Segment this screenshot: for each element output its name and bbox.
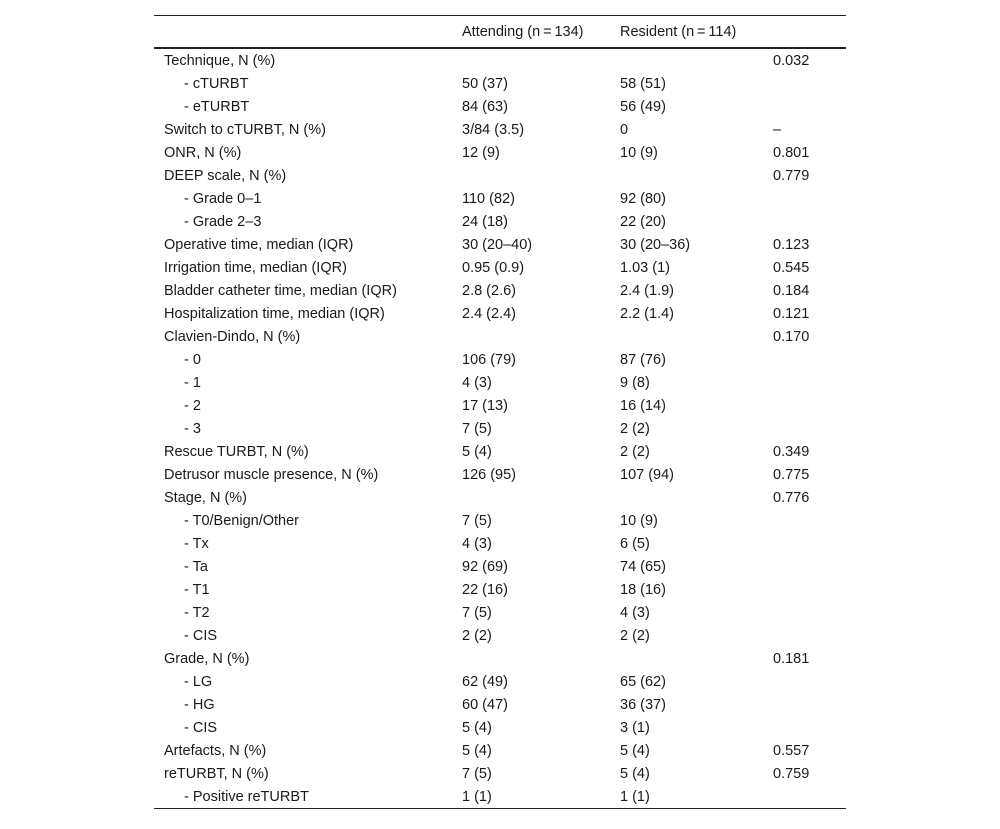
cell-p-value: – (773, 121, 782, 138)
cell-variable: - CIS (184, 719, 218, 736)
cell-p-value (773, 72, 846, 95)
cell-p-value (773, 371, 846, 394)
cell-attending: 106 (79) (462, 351, 517, 368)
cell-p-value (773, 417, 846, 440)
cell-p-value (773, 624, 846, 647)
cell-attending: 60 (47) (462, 696, 508, 713)
cell-variable: Hospitalization time, median (IQR) (164, 305, 385, 322)
cell-p-value (773, 210, 846, 233)
header-row (154, 16, 846, 49)
table-row (154, 164, 846, 187)
cell-resident: 5 (4) (620, 742, 650, 759)
cell-resident: 2 (2) (620, 443, 650, 460)
cell-p-value (773, 716, 846, 739)
cell-resident: 10 (9) (620, 512, 658, 529)
cell-attending: 84 (63) (462, 98, 508, 115)
cell-variable: - CIS (184, 627, 218, 644)
table-row (154, 233, 846, 256)
cell-variable: - cTURBT (184, 75, 249, 92)
cell-attending: 2.8 (2.6) (462, 282, 516, 299)
cell-resident: 74 (65) (620, 558, 666, 575)
cell-attending: 4 (3) (462, 374, 492, 391)
cell-variable: - T0/Benign/Other (184, 512, 299, 529)
cell-resident: 65 (62) (620, 673, 666, 690)
cell-variable: - Grade 2–3 (184, 213, 262, 230)
cell-variable: Rescue TURBT, N (%) (164, 443, 309, 460)
cell-p-value: 0.801 (773, 144, 810, 161)
cell-resident: 107 (94) (620, 466, 675, 483)
cell-resident: 9 (8) (620, 374, 650, 391)
cell-variable: - 3 (184, 420, 201, 437)
table-row (154, 187, 846, 210)
cell-p-value: 0.779 (773, 167, 810, 184)
table-row (154, 601, 846, 624)
cell-attending: 17 (13) (462, 397, 508, 414)
table-header (154, 16, 846, 49)
table-row (154, 325, 846, 348)
cell-p-value: 0.775 (773, 466, 810, 483)
cell-resident: 1 (1) (620, 788, 650, 805)
cell-variable: - T2 (184, 604, 210, 621)
cell-p-value: 0.184 (773, 282, 810, 299)
cell-resident (620, 164, 773, 187)
cell-p-value: 0.121 (773, 305, 810, 322)
cell-p-value (773, 95, 846, 118)
cell-resident: 58 (51) (620, 75, 666, 92)
cell-attending: 126 (95) (462, 466, 517, 483)
cell-p-value: 0.759 (773, 765, 810, 782)
cell-attending: 2.4 (2.4) (462, 305, 516, 322)
table-row (154, 463, 846, 486)
cell-attending: 30 (20–40) (462, 236, 533, 253)
cell-variable: - T1 (184, 581, 210, 598)
table-row (154, 95, 846, 118)
table-row (154, 72, 846, 95)
header-resident: Resident (n = 114) (620, 23, 737, 40)
cell-resident (620, 325, 773, 348)
cell-resident: 87 (76) (620, 351, 666, 368)
cell-variable: - HG (184, 696, 215, 713)
cell-attending: 4 (3) (462, 535, 492, 552)
cell-resident: 6 (5) (620, 535, 650, 552)
cell-resident: 36 (37) (620, 696, 666, 713)
table-row (154, 647, 846, 670)
table-row (154, 624, 846, 647)
cell-variable: reTURBT, N (%) (164, 765, 269, 782)
header-attending: Attending (n = 134) (462, 23, 584, 40)
table-row (154, 48, 846, 72)
results-table-container (154, 15, 846, 809)
cell-attending: 5 (4) (462, 443, 492, 460)
cell-attending: 5 (4) (462, 719, 492, 736)
cell-variable: - 2 (184, 397, 201, 414)
cell-variable: - eTURBT (184, 98, 250, 115)
table-row (154, 555, 846, 578)
cell-attending (462, 486, 620, 509)
cell-resident: 22 (20) (620, 213, 666, 230)
cell-resident (620, 486, 773, 509)
cell-p-value: 0.545 (773, 259, 810, 276)
table-row (154, 141, 846, 164)
cell-attending: 1 (1) (462, 788, 492, 805)
cell-p-value: 0.032 (773, 52, 810, 69)
cell-p-value (773, 785, 846, 809)
cell-attending: 7 (5) (462, 420, 492, 437)
cell-p-value (773, 348, 846, 371)
header-variable (154, 16, 462, 49)
cell-attending (462, 325, 620, 348)
cell-attending: 22 (16) (462, 581, 508, 598)
cell-p-value (773, 555, 846, 578)
cell-resident: 0 (620, 121, 629, 138)
table-body (154, 48, 846, 809)
cell-p-value (773, 670, 846, 693)
cell-variable: Grade, N (%) (164, 650, 250, 667)
table-row (154, 348, 846, 371)
cell-variable: - Tx (184, 535, 209, 552)
table-row (154, 118, 846, 141)
table-row (154, 256, 846, 279)
table-row (154, 210, 846, 233)
table-row (154, 578, 846, 601)
table-row (154, 762, 846, 785)
table-row (154, 302, 846, 325)
cell-variable: - Grade 0–1 (184, 190, 262, 207)
cell-resident: 2 (2) (620, 420, 650, 437)
cell-p-value (773, 693, 846, 716)
cell-p-value: 0.123 (773, 236, 810, 253)
cell-attending: 7 (5) (462, 512, 492, 529)
table-row (154, 371, 846, 394)
cell-p-value (773, 509, 846, 532)
cell-attending: 0.95 (0.9) (462, 259, 525, 276)
cell-variable: - 0 (184, 351, 201, 368)
cell-variable: Operative time, median (IQR) (164, 236, 354, 253)
cell-attending: 3/84 (3.5) (462, 121, 525, 138)
table-row (154, 486, 846, 509)
cell-variable: Detrusor muscle presence, N (%) (164, 466, 379, 483)
cell-variable: - 1 (184, 374, 201, 391)
cell-resident: 10 (9) (620, 144, 658, 161)
cell-resident: 30 (20–36) (620, 236, 691, 253)
cell-attending: 12 (9) (462, 144, 500, 161)
cell-attending: 110 (82) (462, 190, 515, 207)
cell-resident: 2.2 (1.4) (620, 305, 674, 322)
cell-variable: Artefacts, N (%) (164, 742, 267, 759)
cell-resident: 1.03 (1) (620, 259, 670, 276)
cell-variable: - Ta (184, 558, 208, 575)
cell-p-value (773, 187, 846, 210)
cell-attending: 62 (49) (462, 673, 508, 690)
cell-variable: Irrigation time, median (IQR) (164, 259, 347, 276)
table-row (154, 739, 846, 762)
table-row (154, 785, 846, 809)
cell-resident: 4 (3) (620, 604, 650, 621)
cell-variable: - LG (184, 673, 213, 690)
cell-p-value (773, 601, 846, 624)
cell-p-value (773, 532, 846, 555)
cell-variable: ONR, N (%) (164, 144, 242, 161)
cell-p-value: 0.557 (773, 742, 810, 759)
cell-p-value: 0.349 (773, 443, 810, 460)
cell-attending: 5 (4) (462, 742, 492, 759)
cell-resident: 16 (14) (620, 397, 666, 414)
cell-p-value: 0.776 (773, 489, 810, 506)
table-row (154, 670, 846, 693)
cell-variable: Stage, N (%) (164, 489, 247, 506)
table-row (154, 716, 846, 739)
table-row (154, 532, 846, 555)
cell-resident: 18 (16) (620, 581, 666, 598)
cell-resident: 2.4 (1.9) (620, 282, 674, 299)
table-row (154, 693, 846, 716)
cell-variable: Clavien-Dindo, N (%) (164, 328, 301, 345)
cell-attending: 92 (69) (462, 558, 508, 575)
cell-attending (462, 647, 620, 670)
cell-attending: 7 (5) (462, 765, 492, 782)
cell-variable: Bladder catheter time, median (IQR) (164, 282, 397, 299)
cell-attending: 24 (18) (462, 213, 508, 230)
table-row (154, 279, 846, 302)
cell-attending: 50 (37) (462, 75, 508, 92)
cell-variable: Switch to cTURBT, N (%) (164, 121, 326, 138)
cell-attending: 7 (5) (462, 604, 492, 621)
table-row (154, 417, 846, 440)
cell-resident (620, 647, 773, 670)
cell-p-value (773, 578, 846, 601)
cell-resident: 3 (1) (620, 719, 650, 736)
cell-attending (462, 164, 620, 187)
table-row (154, 509, 846, 532)
results-table (154, 15, 846, 809)
table-row (154, 440, 846, 463)
table-row (154, 394, 846, 417)
cell-resident: 56 (49) (620, 98, 666, 115)
cell-resident (620, 48, 773, 72)
cell-p-value (773, 394, 846, 417)
cell-attending (462, 48, 620, 72)
cell-resident: 5 (4) (620, 765, 650, 782)
cell-variable: - Positive reTURBT (184, 788, 309, 805)
cell-variable: Technique, N (%) (164, 52, 276, 69)
cell-p-value: 0.181 (773, 650, 810, 667)
cell-attending: 2 (2) (462, 627, 492, 644)
cell-resident: 2 (2) (620, 627, 650, 644)
cell-resident: 92 (80) (620, 190, 666, 207)
cell-variable: DEEP scale, N (%) (164, 167, 287, 184)
cell-p-value: 0.170 (773, 328, 810, 345)
header-p-value (773, 16, 846, 49)
